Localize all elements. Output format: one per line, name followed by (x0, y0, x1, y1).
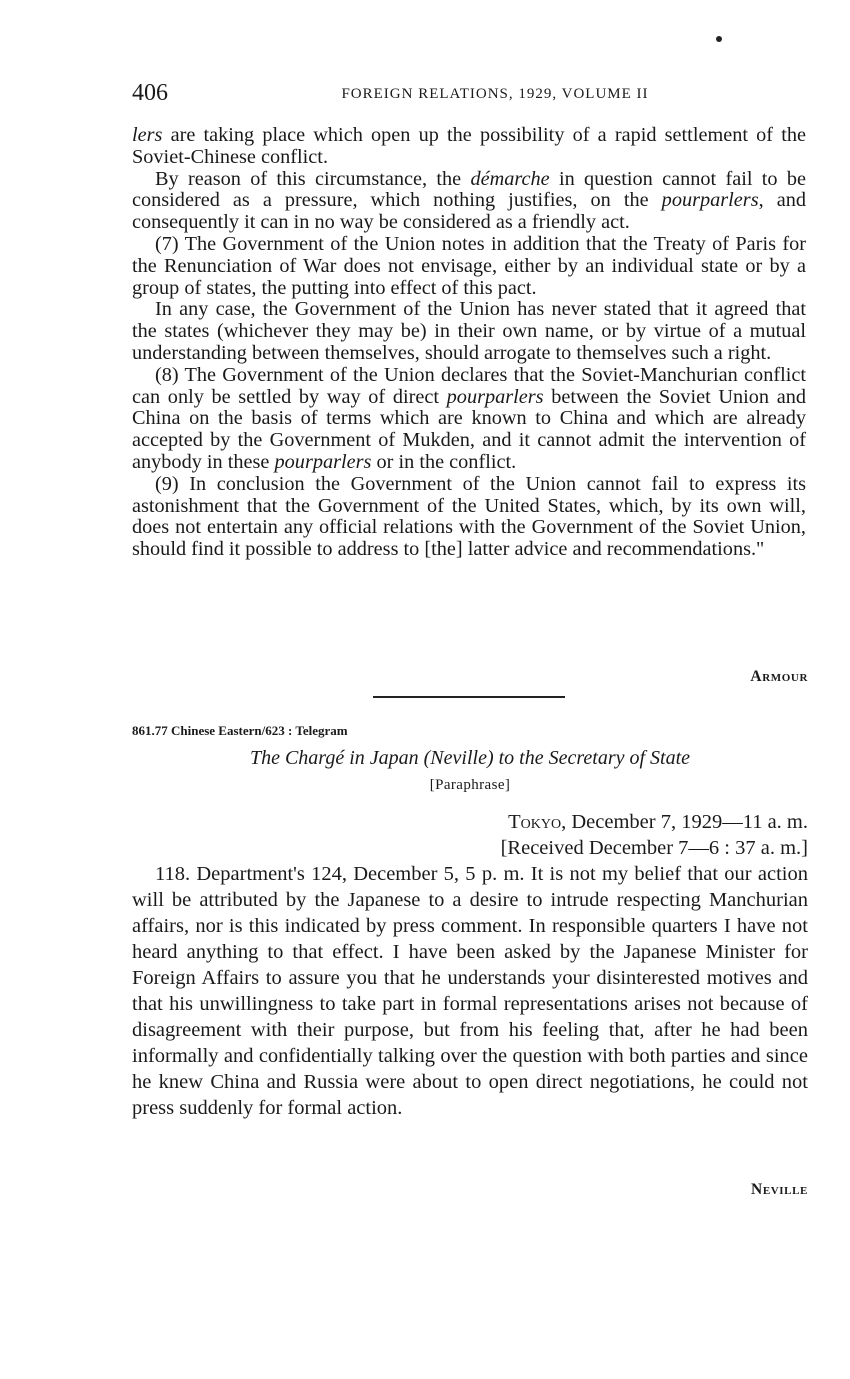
text-run: By reason of this circumstance, the (155, 167, 471, 190)
italic-term: démarche (470, 167, 550, 190)
paraphrase-note: [Paraphrase] (429, 777, 511, 793)
dateline-sent (501, 809, 808, 835)
page-header (132, 80, 808, 110)
dateline-place: Tokyo (508, 811, 562, 833)
document-title: The Chargé in Japan (Neville) to the Secretary of State (249, 747, 691, 769)
body-paragraph (132, 365, 806, 474)
ink-dot (716, 36, 722, 42)
file-reference: 861.77 Chinese Eastern/623 : Telegram (132, 723, 348, 738)
text-run: (7) The Government of the Union notes in addition that the Treaty of Paris for the Renunciation of War does not envisage, either by an individual state or by a group of states, the putting into effect of this pact. (132, 232, 806, 299)
text-run: In any case, the Government of the Union has never stated that it agreed that the states (whichever they may be) in their own name, or by virtue of a mutual understanding between themselves, should arrogate to themselves such a right. (132, 298, 806, 364)
telegram-body (132, 861, 808, 1121)
italic-term: pourparlers (446, 385, 544, 408)
body-paragraph (132, 125, 806, 169)
text-run: between the Soviet Union and China on the basis of terms which are known to China and which are already accepted by the Government of Mukden, and it cannot admit the intervention of anybody in these (132, 385, 807, 473)
text-run: are taking place which open up the possibility of a rapid settlement of the Soviet-Chinese conflict. (132, 124, 806, 168)
dateline-date: , December 7, 1929—11 a. m. (561, 811, 808, 833)
text-run: in question cannot fail to be considered as a pressure, which nothing justifies, on the (132, 167, 806, 212)
section-divider (373, 696, 565, 698)
body-paragraph (132, 234, 806, 299)
body-paragraph (132, 474, 806, 561)
text-run: (9) In conclusion the Government of the Union cannot fail to express its astonishment that the Government of the United States, which, by its own will, does not entertain any official relations with the Government of the Soviet Union, should find it possible to address to [the] latter advice and recommendations." (132, 472, 806, 561)
body-paragraph (132, 169, 806, 234)
dateline (501, 809, 808, 861)
page-number: 406 (132, 80, 168, 106)
italic-term: lers (132, 124, 163, 146)
signature-armour: Armour (750, 668, 808, 685)
text-run: , and consequently it can in no way be considered as a friendly act. (132, 189, 806, 234)
telegram-paragraph: 118. Department's 124, December 5, 5 p. m. It is not my belief that our action will be attributed by the Japanese to a desire to intrude respecting Manchurian affairs, nor is this indicated by press comment. In responsible quarters I have not heard anything to that effect. I have been asked by the Japanese Minister for Foreign Affairs to assure you that he understands your disinterested motives and that his unwillingness to take part in formal representations arises not because of disagreement with their purpose, but from his feeling that, after he had been informally and confidentially talking over the question with both parties and since he knew China and Russia were about to open direct negotiations, he could not press suddenly for formal action. (132, 863, 808, 1119)
body-paragraph (132, 299, 806, 364)
signature-neville: Neville (751, 1181, 808, 1198)
italic-term: pourparlers (661, 189, 759, 212)
running-title: FOREIGN RELATIONS, 1929, VOLUME II (341, 86, 649, 102)
upper-text-block (132, 125, 806, 561)
italic-term: pourparlers (274, 450, 372, 473)
dateline-received: [Received December 7—6 : 37 a. m.] (500, 837, 808, 859)
text-run: or in the conflict. (371, 450, 517, 473)
text-run: (8) The Government of the Union declares that the Soviet-Manchurian conflict can only be settled by way of direct (132, 363, 806, 408)
